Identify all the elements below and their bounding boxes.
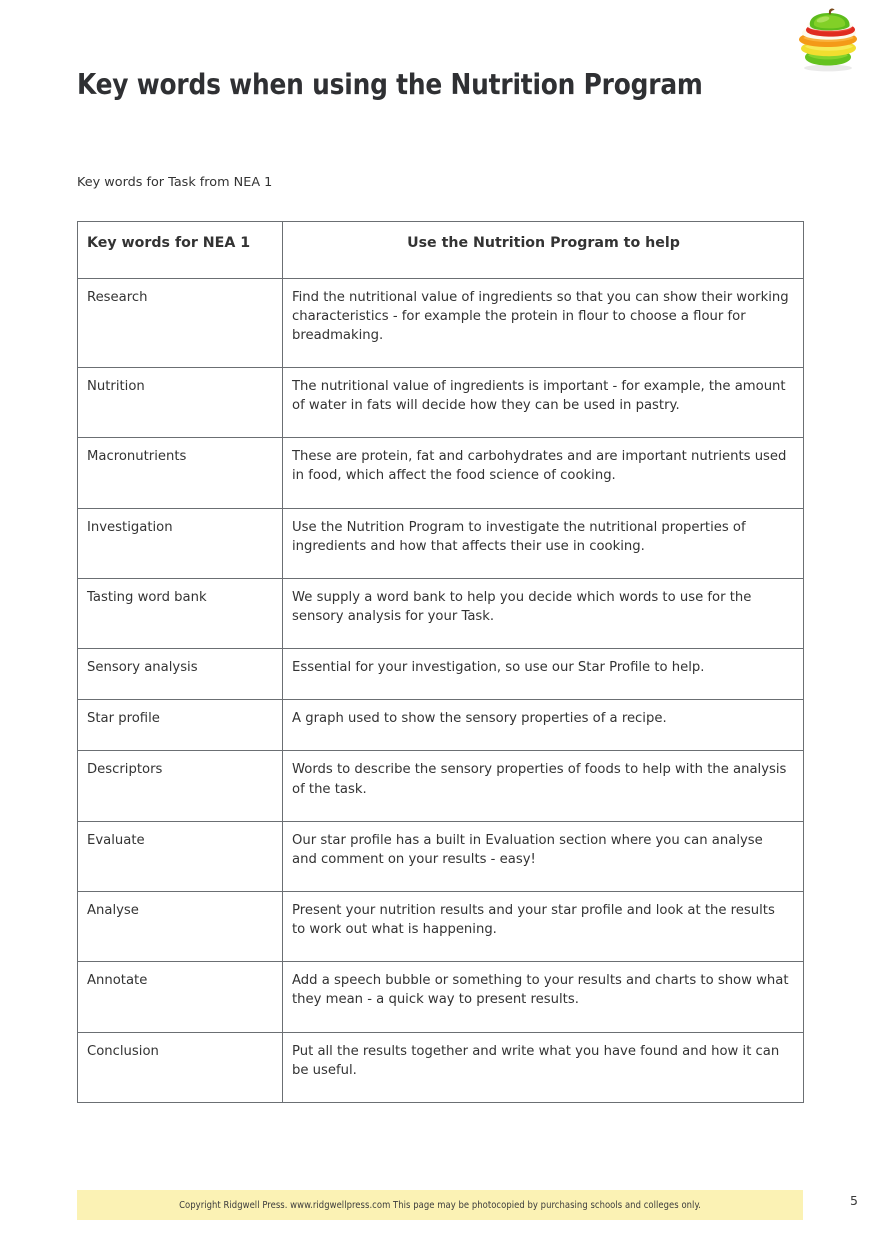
table-row: [78, 578, 804, 648]
key-word-term: Sensory analysis: [78, 649, 283, 700]
copyright-notice: Copyright Ridgwell Press. www.ridgwellpress.com This page may be photocopied by purchasing schools and colleges only.: [179, 1199, 701, 1211]
key-word-description: Put all the results together and write what you have found and how it can be useful.: [283, 1032, 804, 1102]
key-word-description: A graph used to show the sensory properties of a recipe.: [283, 700, 804, 751]
table-header-row: [78, 222, 804, 279]
key-word-term: Nutrition: [78, 368, 283, 438]
table-header: [78, 222, 804, 279]
table-row: [78, 649, 804, 700]
sliced-apple-logo-icon: [786, 8, 870, 74]
key-word-description: Words to describe the sensory properties of foods to help with the analysis of the task.: [283, 751, 804, 821]
table-row: [78, 1032, 804, 1102]
table-row: [78, 278, 804, 367]
table-caption: Key words for Task from NEA 1: [77, 175, 273, 190]
key-words-table: [77, 221, 804, 1103]
key-word-description: The nutritional value of ingredients is important - for example, the amount of water in fats will decide how they can be used in pastry.: [283, 368, 804, 438]
column-header-key-words: Key words for NEA 1: [78, 222, 283, 279]
table-body: [78, 278, 804, 1102]
key-word-term: Research: [78, 278, 283, 367]
key-word-term: Analyse: [78, 891, 283, 961]
key-word-description: Use the Nutrition Program to investigate the nutritional properties of ingredients and how that affects their use in cooking.: [283, 508, 804, 578]
footer-band: [77, 1190, 803, 1220]
key-word-description: Essential for your investigation, so use our Star Profile to help.: [283, 649, 804, 700]
table-row: [78, 508, 804, 578]
column-header-description: Use the Nutrition Program to help: [283, 222, 804, 279]
key-word-term: Macronutrients: [78, 438, 283, 508]
key-word-term: Annotate: [78, 962, 283, 1032]
key-word-term: Descriptors: [78, 751, 283, 821]
key-word-description: Our star profile has a built in Evaluation section where you can analyse and comment on your results - easy!: [283, 821, 804, 891]
key-word-term: Conclusion: [78, 1032, 283, 1102]
key-word-description: These are protein, fat and carbohydrates and are important nutrients used in food, which affect the food science of cooking.: [283, 438, 804, 508]
key-word-term: Evaluate: [78, 821, 283, 891]
table-row: [78, 700, 804, 751]
key-word-term: Star profile: [78, 700, 283, 751]
key-word-description: We supply a word bank to help you decide which words to use for the sensory analysis for your Task.: [283, 578, 804, 648]
key-word-description: Present your nutrition results and your star profile and look at the results to work out what is happening.: [283, 891, 804, 961]
table-row: [78, 438, 804, 508]
page-number: 5: [850, 1193, 858, 1208]
key-word-description: Find the nutritional value of ingredients so that you can show their working characteristics - for example the protein in flour to choose a flour for breadmaking.: [283, 278, 804, 367]
table-row: [78, 368, 804, 438]
table-row: [78, 962, 804, 1032]
table-row: [78, 751, 804, 821]
key-word-description: Add a speech bubble or something to your results and charts to show what they mean - a quick way to present results.: [283, 962, 804, 1032]
key-word-term: Investigation: [78, 508, 283, 578]
page-title: Key words when using the Nutrition Program: [77, 68, 703, 101]
key-word-term: Tasting word bank: [78, 578, 283, 648]
table-row: [78, 891, 804, 961]
table-row: [78, 821, 804, 891]
